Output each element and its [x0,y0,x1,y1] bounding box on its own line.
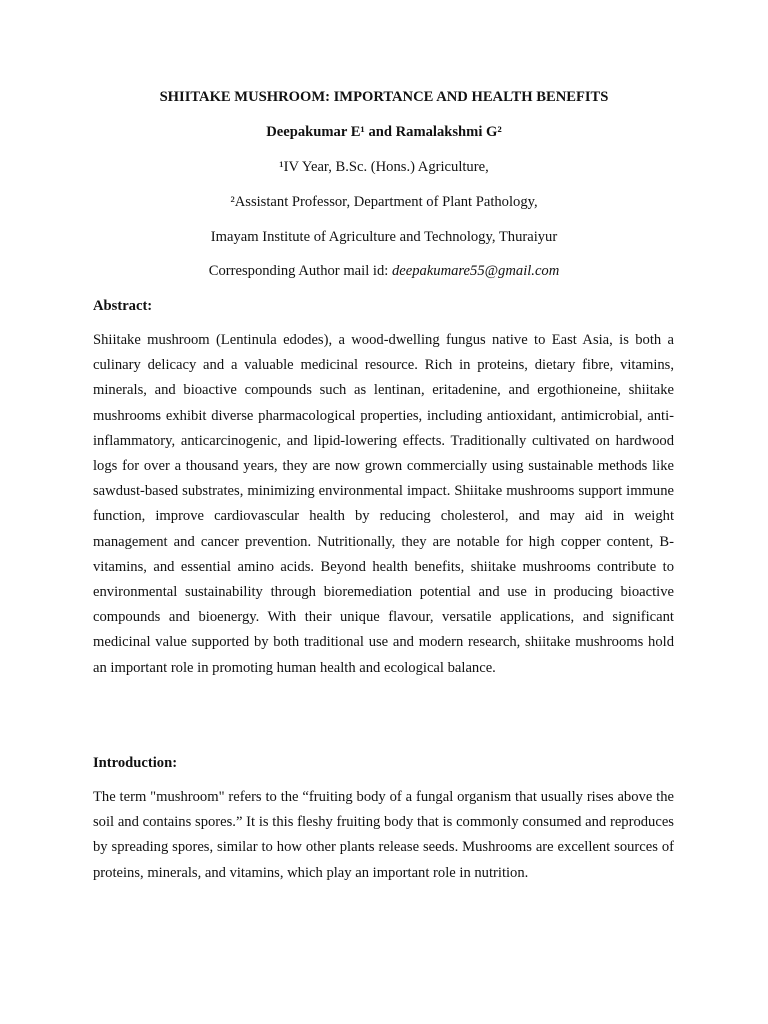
institution: Imayam Institute of Agriculture and Technology, Thuraiyur [210,229,558,245]
authors: Deepakumar E¹ and Ramalakshmi G² [266,124,502,140]
introduction-text: The term "mushroom" refers to the “fruiting body of a fungal organism that usually rises above the soil and contains spores.” It is this fleshy fruiting body that is commonly consumed and reproduces by spreading spores, similar to how other plants release seeds. Mushrooms are excellent sources of proteins, minerals, and vitamins, which play an important role in nutrition. [93,789,674,881]
introduction-heading: Introduction: [93,755,178,771]
correspondence-line [0,262,768,280]
paper-title: SHIITAKE MUSHROOM: IMPORTANCE AND HEALTH BENEFITS [159,89,609,105]
correspondence-label: Corresponding Author mail id: [208,263,392,279]
author-email[interactable]: deepakumare55@gmail.com [391,263,560,279]
abstract-heading: Abstract: [93,298,153,314]
affiliation-1: ¹IV Year, B.Sc. (Hons.) Agriculture, [279,159,489,175]
abstract-text: Shiitake mushroom (Lentinula edodes), a wood-dwelling fungus native to East Asia, is both a culinary delicacy and a valuable medicinal resource. Rich in proteins, dietary fibre, vitamins, minerals, and bioactive compounds such as lentinan, eritadenine, and ergothioneine, shiitake mushrooms exhibit diverse pharmacological properties, including antioxidant, antimicrobial, anti-inflammatory, anticarcinogenic, and lipid-lowering effects. Traditionally cultivated on hardwood logs for over a thousand years, they are now grown commercially using sustainable methods like sawdust-based substrates, minimizing environmental impact. Shiitake mushrooms support immune function, improve cardiovascular health by reducing cholesterol, and may aid in weight management and cancer prevention. Nutritionally, they are notable for high copper content, B-vitamins, and essential amino acids. Beyond health benefits, shiitake mushrooms contribute to environmental sustainability through bioremediation potential and use in producing bioactive compounds and bioenergy. With their unique flavour, versatile applications, and significant medicinal value supported by both traditional use and modern research, shiitake mushrooms hold an important role in promoting human health and ecological balance. [93,332,674,676]
affiliation-2: ²Assistant Professor, Department of Plant Pathology, [230,194,538,210]
